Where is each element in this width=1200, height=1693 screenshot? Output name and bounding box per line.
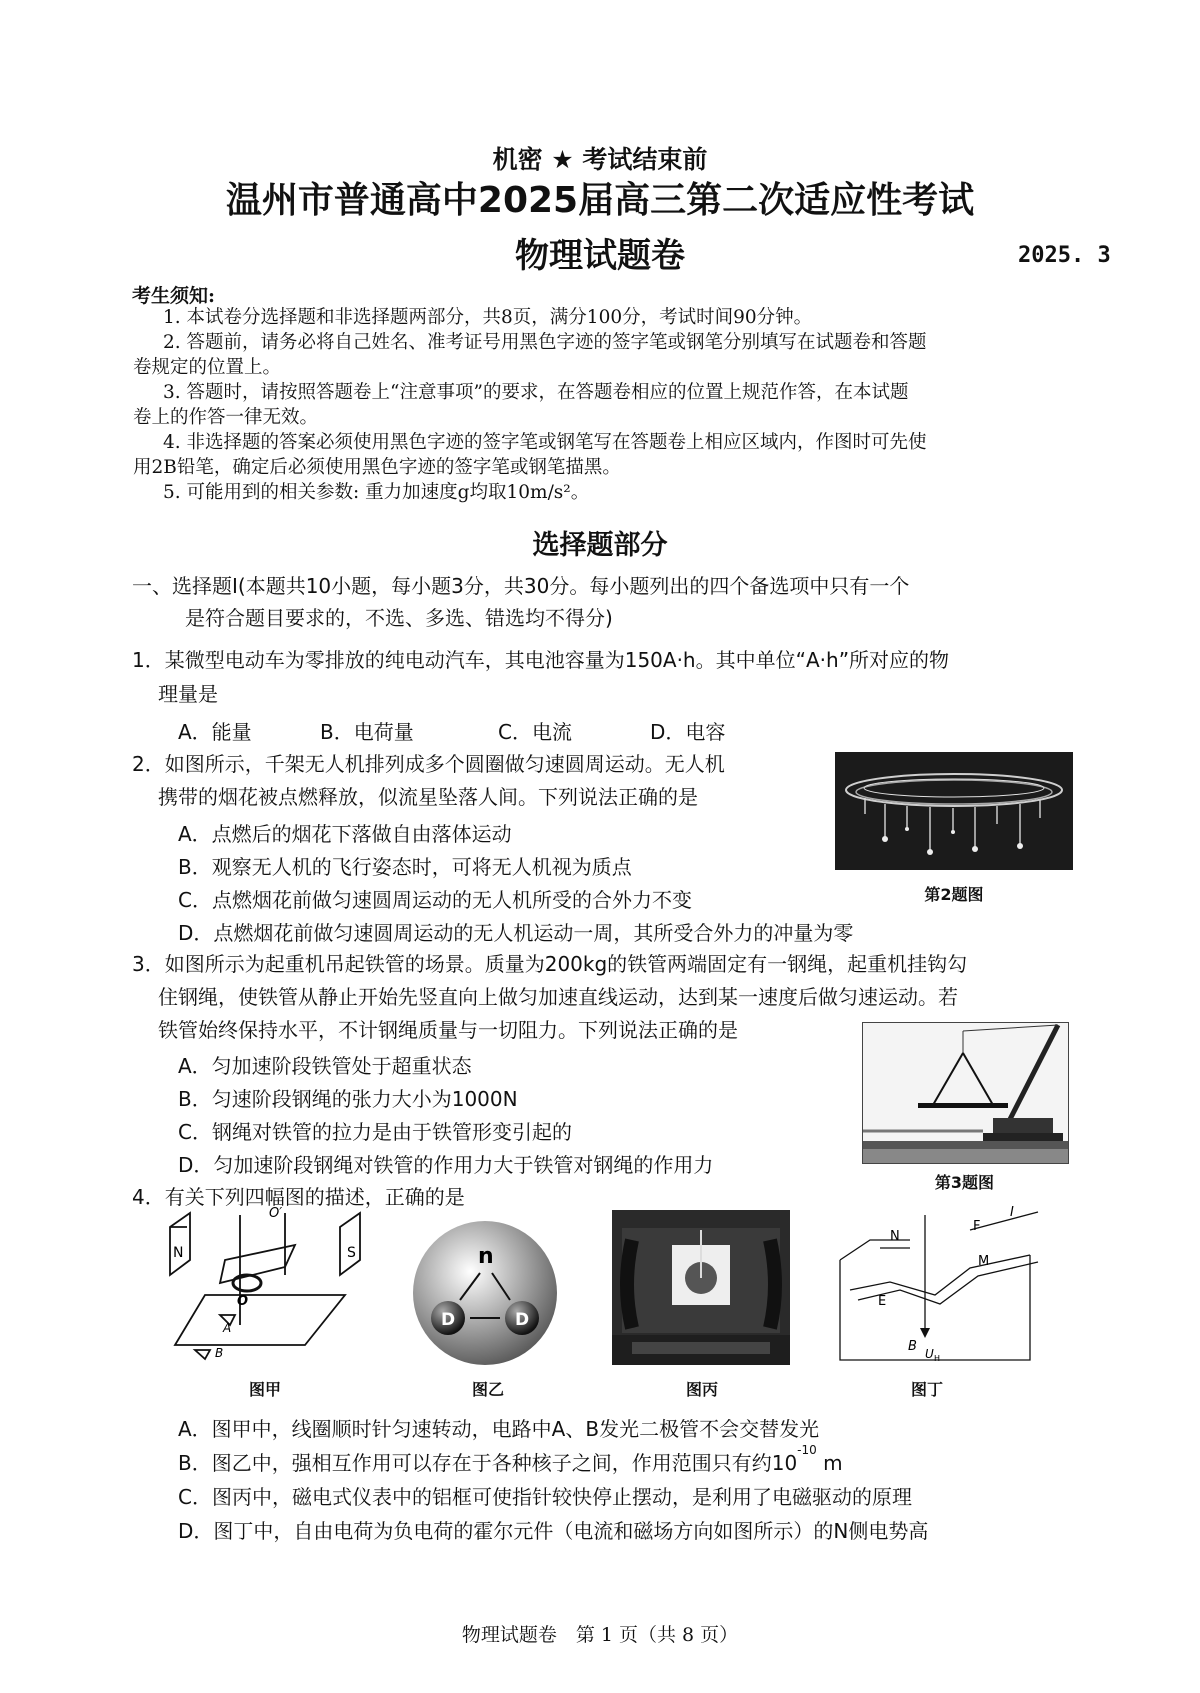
exam-date: 2025. 3: [1018, 243, 1111, 268]
jia-label-s: S: [347, 1245, 356, 1261]
figure-caption-bing: 图丙: [685, 1380, 718, 1399]
q2-stem-line2: 携带的烟花被点燃释放，似流星坠落人间。下列说法正确的是: [158, 785, 698, 809]
q1-stem-line2: 理量是: [158, 682, 218, 706]
page-footer: 物理试题卷 第 1 页（共 8 页）: [461, 1624, 739, 1646]
q1-option-d: D．电容: [650, 720, 726, 744]
figure-caption-yi: 图乙: [471, 1380, 504, 1399]
q3-stem-line1: 3．如图所示为起重机吊起铁管的场景。质量为200kg的铁管两端固定有一钢绳，起重机挂钩勾: [132, 952, 968, 976]
q3-option-d: D．匀加速阶段钢绳对铁管的作用力大于铁管对钢绳的作用力: [178, 1153, 714, 1177]
q3-option-b: B．匀速阶段钢绳的张力大小为1000N: [178, 1087, 518, 1111]
q3-option-c: C．钢绳对铁管的拉力是由于铁管形变引起的: [178, 1120, 572, 1144]
figure-yi-nucleons: [410, 1218, 560, 1368]
notice-heading: 考生须知:: [132, 285, 216, 307]
ding-label-u: U: [925, 1347, 934, 1361]
figure-bing-meter-photo: [612, 1210, 790, 1365]
q4-option-d: D．图丁中，自由电荷为负电荷的霍尔元件（电流和磁场方向如图所示）的N侧电势高: [178, 1519, 929, 1543]
q4-option-b-exponent: -10: [797, 1443, 817, 1457]
figure-ding-hall-element: [830, 1200, 1050, 1365]
figure-caption-jia: 图甲: [248, 1380, 281, 1399]
notice-line: 4. 非选择题的答案必须使用黑色字迹的签字笔或钢笔写在答题卷上相应区域内，作图时可先使: [163, 432, 927, 453]
q1-stem-line1: 1．某微型电动车为零排放的纯电动汽车，其电池容量为150A·h。其中单位“A·h”所对应的物: [132, 648, 950, 672]
part-instruction-line2: 是符合题目要求的，不选、多选、错选均不得分): [185, 606, 613, 630]
part-instruction-line1: 一、选择题Ⅰ(本题共10小题，每小题3分，共30分。每小题列出的四个备选项中只有一个: [132, 574, 910, 598]
q4-option-b: [178, 1443, 843, 1476]
jia-label-n: N: [173, 1245, 184, 1261]
figure-caption-ding: 图丁: [910, 1380, 943, 1399]
fireworks-drone-photo: [835, 752, 1073, 870]
q4-option-c: C．图丙中，磁电式仪表中的铝框可使指针较快停止摆动，是利用了电磁驱动的原理: [178, 1485, 912, 1509]
ding-label-n: N: [890, 1229, 900, 1244]
q1-option-c: C．电流: [498, 720, 572, 744]
q2-option-a: A．点燃后的烟花下落做自由落体运动: [178, 822, 512, 846]
crane-photo: [862, 1022, 1069, 1164]
yi-label-d2: D: [515, 1310, 530, 1330]
ding-label-f: F: [973, 1219, 981, 1234]
notice-line: 卷规定的位置上。: [133, 357, 282, 378]
jia-label-o-prime: O′: [269, 1206, 283, 1221]
notice-line: 卷上的作答一律无效。: [133, 407, 319, 428]
notice-line: 用2B铅笔，确定后必须使用黑色字迹的签字笔或钢笔描黑。: [133, 457, 621, 478]
q2-stem-line1: 2．如图所示，千架无人机排列成多个圆圈做匀速圆周运动。无人机: [132, 752, 725, 776]
jia-label-a: A: [223, 1321, 232, 1335]
jia-label-o: O: [237, 1294, 249, 1309]
notice-line: 1. 本试卷分选择题和非选择题两部分，共8页，满分100分，考试时间90分钟。: [163, 307, 813, 328]
q3-option-a: A．匀加速阶段铁管处于超重状态: [178, 1054, 472, 1078]
q3-stem-line2: 住钢绳，使铁管从静止开始先竖直向上做匀加速直线运动，达到某一速度后做匀速运动。若: [158, 985, 958, 1009]
q4-option-a: A．图甲中，线圈顺时针匀速转动，电路中A、B发光二极管不会交替发光: [178, 1417, 820, 1441]
q2-option-d: D．点燃烟花前做匀速圆周运动的无人机运动一周，其所受合外力的冲量为零: [178, 921, 854, 945]
notice-line: 5. 可能用到的相关参数: 重力加速度g均取10m/s²。: [163, 482, 590, 503]
jia-label-b: B: [215, 1346, 224, 1360]
q1-option-b: B．电荷量: [320, 720, 414, 744]
notice-line: 2. 答题前，请务必将自己姓名、准考证号用黑色字迹的签字笔或钢笔分别填写在试题卷和答题: [163, 332, 927, 353]
q4-stem: 4．有关下列四幅图的描述，正确的是: [132, 1185, 465, 1209]
q4-option-b-text: B．图乙中，强相互作用可以存在于各种核子之间，作用范围只有约10: [178, 1451, 798, 1475]
ding-label-m: M: [978, 1254, 990, 1269]
yi-label-d1: D: [441, 1310, 456, 1330]
q2-option-c: C．点燃烟花前做匀速圆周运动的无人机所受的合外力不变: [178, 888, 692, 912]
section-title: 选择题部分: [532, 530, 668, 561]
ding-label-e: E: [878, 1294, 887, 1309]
ding-label-i: I: [1010, 1205, 1014, 1220]
ding-label-u-sub: H: [934, 1354, 941, 1363]
q3-figure-caption: 第3题图: [934, 1173, 995, 1192]
q2-option-b: B．观察无人机的飞行姿态时，可将无人机视为质点: [178, 855, 632, 879]
q1-option-a: A．能量: [178, 720, 252, 744]
exam-title: 温州市普通高中2025届高三第二次适应性考试: [225, 180, 975, 221]
exam-subtitle: 物理试题卷: [515, 236, 685, 276]
confidential-mark: 机密 ★ 考试结束前: [492, 145, 708, 174]
yi-label-n: n: [478, 1244, 494, 1269]
notice-line: 3. 答题时，请按照答题卷上“注意事项”的要求，在答题卷相应的位置上规范作答，在本试题: [163, 382, 909, 403]
q3-stem-line3: 铁管始终保持水平，不计钢绳质量与一切阻力。下列说法正确的是: [158, 1018, 738, 1042]
q2-figure-caption: 第2题图: [924, 885, 984, 904]
figure-jia-generator: [165, 1205, 365, 1363]
ding-label-b: B: [908, 1339, 917, 1354]
q4-option-b-unit: m: [816, 1451, 843, 1475]
